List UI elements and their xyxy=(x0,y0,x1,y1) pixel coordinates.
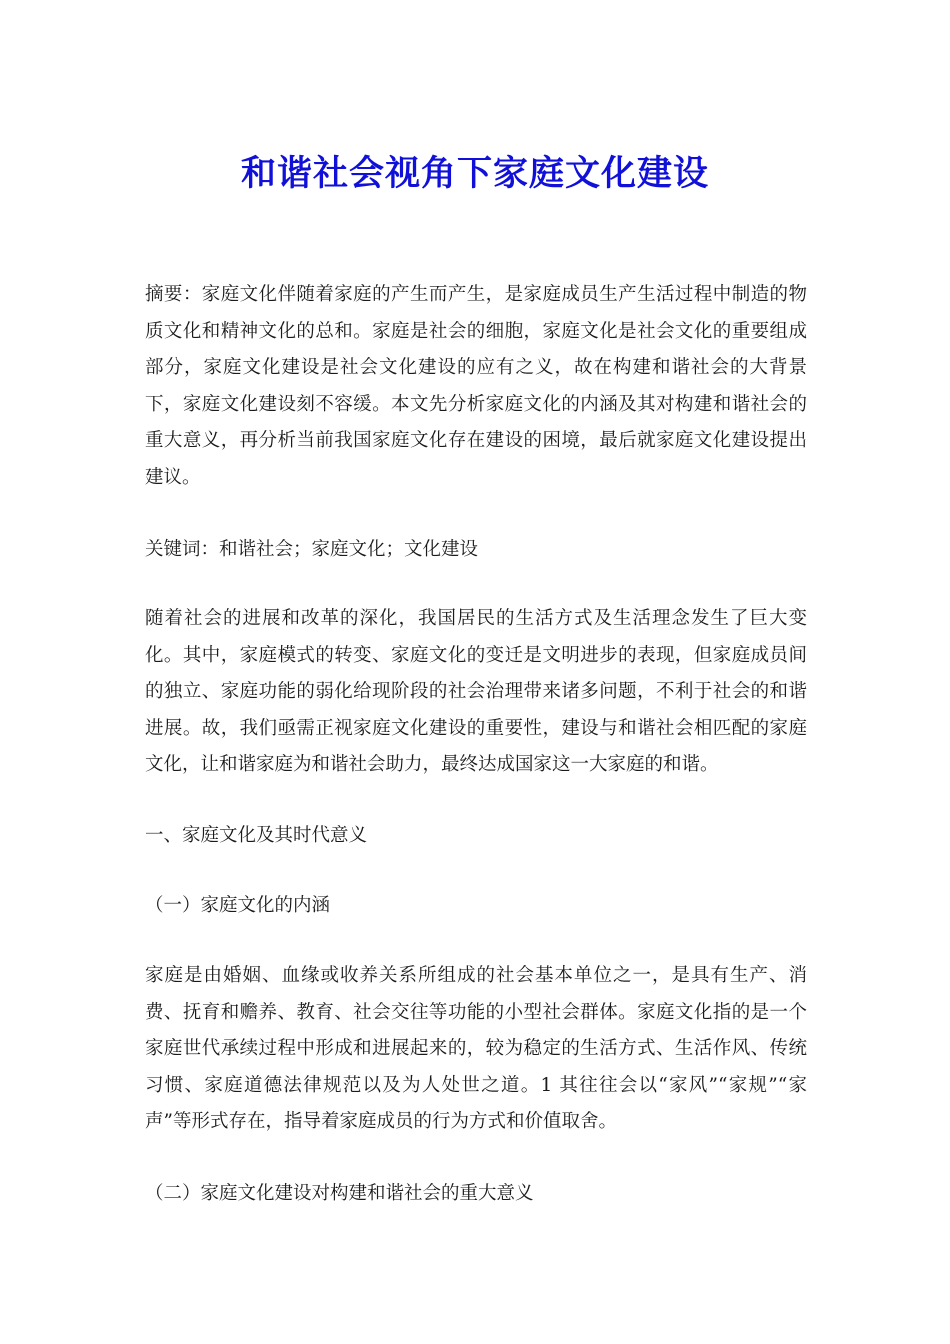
section-1-1-heading: （一）家庭文化的内涵 xyxy=(145,895,331,916)
keywords-line: 关键词：和谐社会；家庭文化；文化建设 xyxy=(145,539,479,560)
section-1-1-paragraph: 家庭是由婚姻、血缘或收养关系所组成的社会基本单位之一，是具有生产、消费、抚育和赡养、教育、社会交往等功能的小型社会群体。家庭文化指的是一个家庭世代承续过程中形成和进展起来的，较为稳定的生活方式、生活作风、传统习惯、家庭道德法律规范以及为人处世之道。1 其往往会以“家风”“家规”“家声”等形式存在，指导着家庭成员的行为方式和价值取舍。 xyxy=(145,965,807,1132)
intro-paragraph: 随着社会的进展和改革的深化，我国居民的生活方式及生活理念发生了巨大变化。其中，家庭模式的转变、家庭文化的变迁是文明进步的表现，但家庭成员间的独立、家庭功能的弱化给现阶段的社会治理带来诸多问题，不利于社会的和谐进展。故，我们亟需正视家庭文化建设的重要性，建设与和谐社会相匹配的家庭文化，让和谐家庭为和谐社会助力，最终达成国家这一大家庭的和谐。 xyxy=(145,608,807,775)
section-1-heading: 一、家庭文化及其时代意义 xyxy=(145,825,368,846)
abstract-paragraph: 摘要：家庭文化伴随着家庭的产生而产生，是家庭成员生产生活过程中制造的物质文化和精神文化的总和。家庭是社会的细胞，家庭文化是社会文化的重要组成部分，家庭文化建设是社会文化建设的应有之义，故在构建和谐社会的大背景下，家庭文化建设刻不容缓。本文先分析家庭文化的内涵及其对构建和谐社会的重大意义，再分析当前我国家庭文化存在建设的困境，最后就家庭文化建设提出建议。 xyxy=(145,284,807,488)
section-1-2-heading: （二）家庭文化建设对构建和谐社会的重大意义 xyxy=(145,1183,534,1204)
document-title: 和谐社会视角下家庭文化建设 xyxy=(240,154,709,195)
